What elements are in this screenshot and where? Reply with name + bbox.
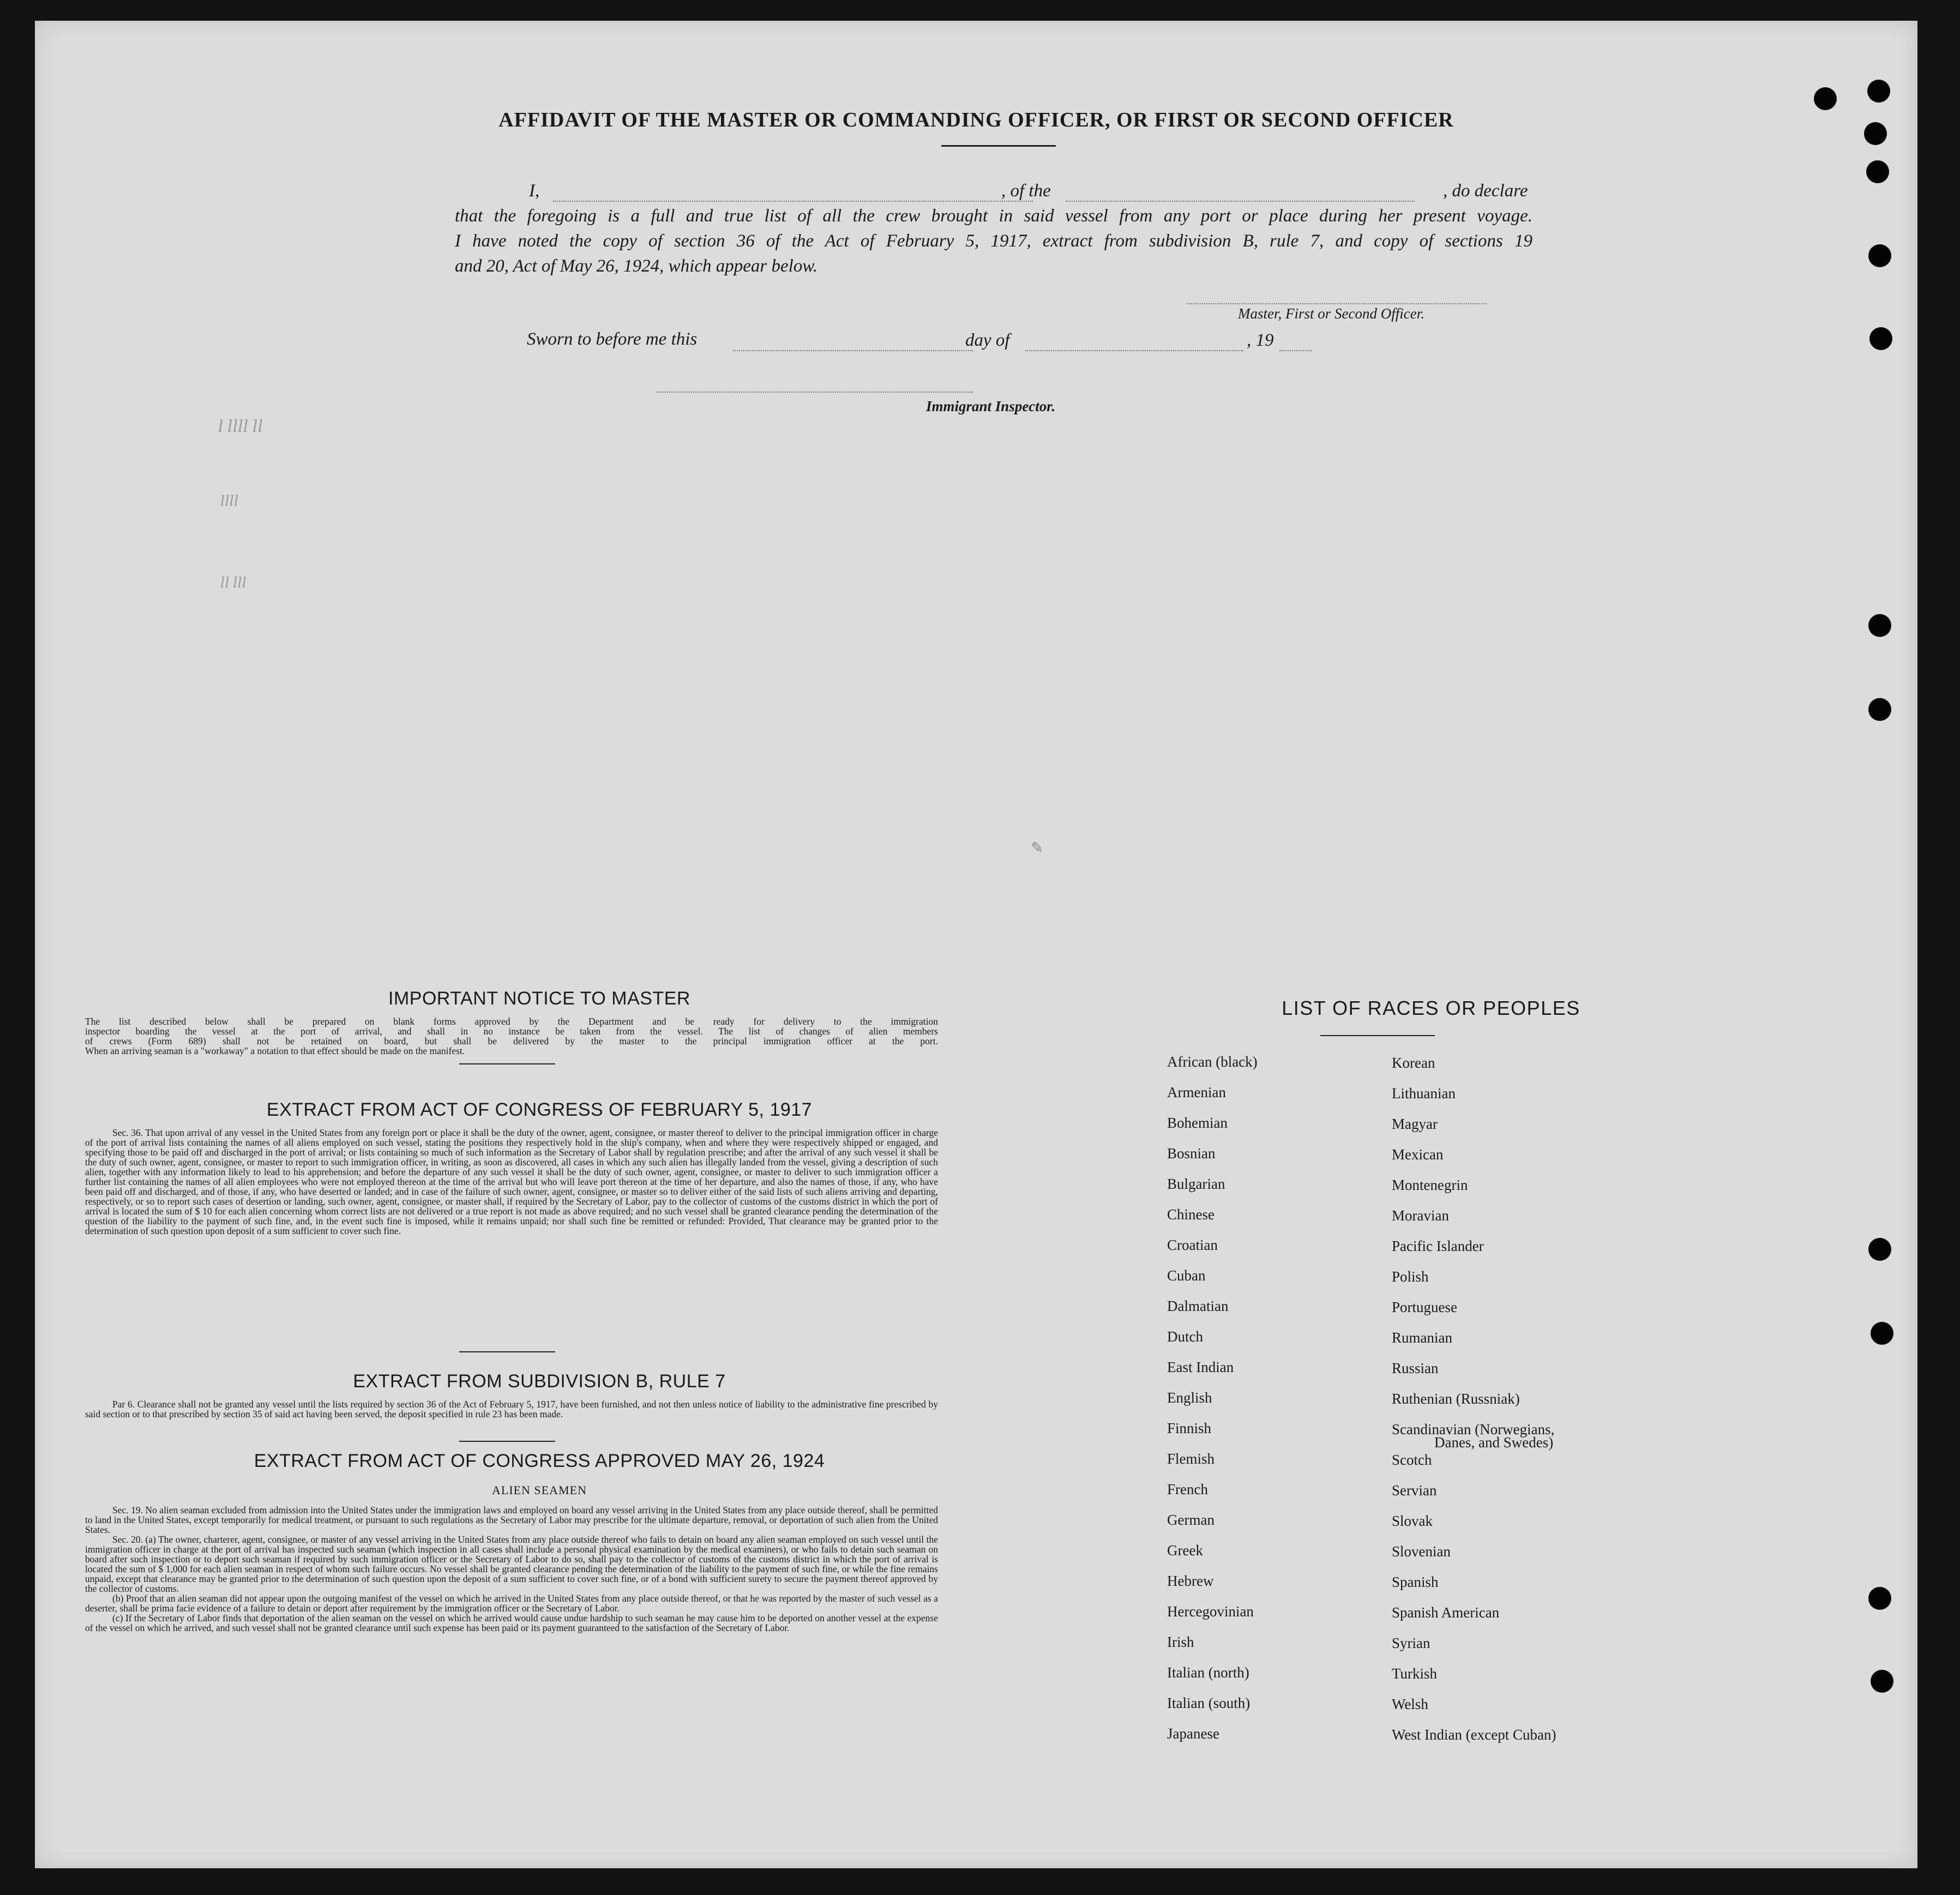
- race-item: Cuban: [1167, 1267, 1206, 1284]
- sec20b-paragraph: (b) Proof that an alien seaman did not appear upon the outgoing manifest of the vessel on which he arrived in the United States from any place outside thereof, or that he was reported by the master of such vessel as a deserter, shall be prima facie evidence of a failure to detain or deport after requirement by the immigration officer or the Secretary of Labor.: [85, 1593, 938, 1614]
- extract-1917-body: [85, 1128, 938, 1236]
- inspector-signature-label: Immigrant Inspector.: [926, 398, 1056, 414]
- notice-line: When an arriving seaman is a "workaway" a notation to that effect should be made on the manifest.: [85, 1045, 465, 1056]
- affiant-label: I,: [529, 181, 540, 201]
- inspector-signature-field[interactable]: [657, 392, 973, 393]
- race-item: French: [1167, 1481, 1208, 1497]
- bleed-through-mark: ꞁ ꞁꞁꞁꞁ ꞁꞁ: [218, 414, 263, 432]
- notice-line: The list described below shall be prepared on blank forms approved by the Department and be ready for delivery to the immigration: [85, 1016, 938, 1027]
- binder-hole: [1871, 1322, 1893, 1345]
- sworn-day-field[interactable]: [733, 350, 973, 351]
- title-rule: [941, 145, 1056, 147]
- sec20a-paragraph: Sec. 20. (a) The owner, charterer, agent, consignee, or master of any vessel arriving in the United States from any place outside thereof who fails to detain on board any alien seaman employed on such vessel until the immigration officer in charge at the port of arrival has inspected such seaman (which inspection in all cases shall include a personal physical examination by the medical examiners), or who fails to detain such seaman on board after such inspection or to deport such seaman if required by such immigration officer or the Secretary of Labor to do so, shall pay to the collector of customs of the customs district in which the port of arrival is located the sum of $ 1,000 for each alien seaman in respect of whom such failure occurs. No vessel shall be granted clearance pending the determination of the liability to the payment of such fine, or while the fine remains unpaid, except that clearance may be granted prior to the determination of such question upon the deposit of a sum sufficient to cover such fine, or of a bond with sufficient surety to secure the payment thereof approved by the collector of customs.: [85, 1534, 938, 1594]
- extract-1924-subtitle: ALIEN SEAMEN: [492, 1483, 587, 1497]
- race-item: Bosnian: [1167, 1145, 1216, 1162]
- extract-1917-paragraph: Sec. 36. That upon arrival of any vessel in the United States from any foreign port or place it shall be the duty of the owner, agent, consignee, or master thereof to deliver to the principal immigration officer in charge of the port of arrival lists containing the names of all aliens employed on such vessel, stating the positions they respectively hold in the ship's company, when and where they were respectively shipped or engaged, and specifying those to be paid off and discharged in the port of arrival; or lists containing so much of such information as the Secretary of Labor shall by regulation prescribe; and after the arrival of any such vessel it shall be the duty of such owner, agent, consignee, or master to report to such immigration officer, in writing, as soon as discovered, all cases in which any such alien has illegally landed from the vessel, giving a description of such alien, together with any information likely to lead to his apprehension; and before the departure of any such vessel it shall be the duty of such owner, agent, consignee, or master to deliver to such immigration officer a further list containing the names of all alien employees who were not employed thereon at the time of the arrival but who will leave port thereon at the time of her departure, and also the names of those, if any, who have been paid off and discharged, and of those, if any, who have deserted or landed; and in case of the failure of such owner, agent, consignee, or master so to deliver either of the said lists of such aliens arriving and departing, respectively, or so to report such cases of desertion or landing, such owner, agent, consignee, or master shall, if required by the Secretary of Labor, pay to the collector of customs of the customs district in which the port of arrival is located the sum of $ 10 for each alien concerning whom correct lists are not delivered or a true report is not made as above required; and no such vessel shall be granted clearance pending the determination of the question of the liability to the payment of such fine, and, in the event such fine is imposed, while it remains unpaid; nor shall such fine be remitted or refunded: Provided, That clearance may be granted prior to the determination of such question upon deposit of a sum sufficient to cover such fine.: [85, 1127, 938, 1236]
- section-rule: [459, 1441, 555, 1442]
- section-rule: [459, 1351, 555, 1352]
- binder-hole: [1866, 160, 1889, 183]
- race-item: Slovak: [1392, 1513, 1433, 1529]
- race-item: Dutch: [1167, 1328, 1203, 1345]
- binder-hole: [1871, 1670, 1893, 1693]
- race-item: Hercegovinian: [1167, 1603, 1254, 1620]
- race-item: Syrian: [1392, 1635, 1430, 1651]
- race-item: Finnish: [1167, 1420, 1212, 1436]
- sworn-year-field[interactable]: [1279, 350, 1312, 351]
- race-item: Scotch: [1392, 1452, 1432, 1468]
- race-item: Rumanian: [1392, 1329, 1452, 1346]
- binder-hole: [1867, 80, 1890, 103]
- race-item: Dalmatian: [1167, 1298, 1229, 1314]
- binder-hole: [1868, 698, 1891, 721]
- extract-1924-title: EXTRACT FROM ACT OF CONGRESS APPROVED MAY 26, 1924: [254, 1451, 825, 1471]
- races-title-rule: [1320, 1035, 1435, 1036]
- race-item: East Indian: [1167, 1359, 1234, 1375]
- race-item: Montenegrin: [1392, 1177, 1468, 1193]
- document-page: [35, 21, 1917, 1868]
- sworn-month-field[interactable]: [1025, 350, 1243, 351]
- race-item: Croatian: [1167, 1237, 1218, 1253]
- race-item: Chinese: [1167, 1206, 1215, 1223]
- section-rule: [459, 1063, 555, 1064]
- vessel-name-field[interactable]: [1066, 201, 1415, 202]
- rule7-title: EXTRACT FROM SUBDIVISION B, RULE 7: [353, 1371, 726, 1392]
- race-item: African (black): [1167, 1054, 1258, 1070]
- sworn-label: Sworn to before me this: [527, 329, 698, 349]
- race-item: Magyar: [1392, 1116, 1438, 1132]
- bleed-through-mark: ꞁꞁꞁꞁ: [220, 490, 239, 506]
- race-item: Korean: [1392, 1055, 1435, 1071]
- affidavit-title: AFFIDAVIT OF THE MASTER OR COMMANDING OFFICER, OR FIRST OR SECOND OFFICER: [498, 109, 1454, 131]
- race-item: Spanish American: [1392, 1604, 1500, 1621]
- races-right-column: [1392, 1055, 1556, 1757]
- binder-hole: [1868, 614, 1891, 637]
- declaration-line-3: I have noted the copy of section 36 of the Act of February 5, 1917, extract from subdivision B, rule 7, and copy of sections 19: [455, 231, 1532, 251]
- race-item: English: [1167, 1389, 1212, 1406]
- race-item: German: [1167, 1512, 1215, 1528]
- of-the-label: , of the: [1001, 181, 1051, 201]
- race-item: Italian (north): [1167, 1664, 1249, 1681]
- declaration-line-4: and 20, Act of May 26, 1924, which appear below.: [455, 256, 818, 276]
- race-item: Armenian: [1167, 1084, 1226, 1100]
- races-title: LIST OF RACES OR PEOPLES: [1282, 997, 1580, 1019]
- race-item: West Indian (except Cuban): [1392, 1726, 1556, 1743]
- race-item-continuation: Danes, and Swedes): [1434, 1434, 1554, 1451]
- sec20c-paragraph: (c) If the Secretary of Labor finds that deportation of the alien seaman on the vessel on which he arrived would cause undue hardship to such seaman he may cause him to be deported on another vessel at the expense of the vessel on which he arrived, and such vessel shall not be granted clearance until such expense has been paid or its payment guaranteed to the satisfaction of the Secretary of Labor.: [85, 1613, 938, 1633]
- officer-signature-field[interactable]: [1187, 303, 1487, 304]
- binder-hole: [1868, 244, 1891, 267]
- race-item: Polish: [1392, 1268, 1429, 1285]
- binder-hole: [1868, 1238, 1891, 1261]
- race-item: Japanese: [1167, 1725, 1219, 1742]
- race-item: Portuguese: [1392, 1299, 1457, 1315]
- race-item: Slovenian: [1392, 1543, 1451, 1560]
- notice-body: [85, 1016, 938, 1056]
- rule7-paragraph: Par 6. Clearance shall not be granted any vessel until the lists required by section 36 of the Act of February 5, 1917, have been furnished, and not then unless notice of liability to the administrative fine prescribed by said section or to that prescribed by section 35 of said act having been served, the deposit specified in rule 23 has been made.: [85, 1399, 938, 1419]
- affiant-name-field[interactable]: [553, 201, 1033, 202]
- race-item: Italian (south): [1167, 1695, 1250, 1711]
- race-item: Lithuanian: [1392, 1085, 1456, 1102]
- extract-1917-title: EXTRACT FROM ACT OF CONGRESS OF FEBRUARY 5, 1917: [266, 1099, 813, 1120]
- year-label: , 19: [1247, 330, 1274, 350]
- race-item: Hebrew: [1167, 1573, 1214, 1589]
- race-item: Mexican: [1392, 1146, 1444, 1163]
- rule7-body: [85, 1399, 938, 1419]
- race-item: Russian: [1392, 1360, 1439, 1376]
- race-item: Welsh: [1392, 1696, 1428, 1712]
- race-item: Ruthenian (Russniak): [1392, 1391, 1520, 1407]
- races-left-column: [1167, 1054, 1258, 1756]
- notice-title: IMPORTANT NOTICE TO MASTER: [388, 988, 690, 1009]
- race-item: Turkish: [1392, 1665, 1438, 1682]
- binder-hole: [1814, 87, 1837, 110]
- race-item: Pacific Islander: [1392, 1238, 1484, 1254]
- notice-line: of crews (Form 689) shall not be retained on board, but shall be delivered by the master to the principal immigration officer at the port.: [85, 1036, 938, 1046]
- race-item: Spanish: [1392, 1574, 1439, 1590]
- extract-1924-body: [85, 1505, 938, 1633]
- officer-signature-label: Master, First or Second Officer.: [1238, 305, 1424, 322]
- race-item: Moravian: [1392, 1207, 1449, 1224]
- do-declare-label: , do declare: [1443, 181, 1528, 201]
- race-item: Servian: [1392, 1482, 1437, 1499]
- binder-hole: [1864, 122, 1887, 145]
- race-item: Irish: [1167, 1634, 1194, 1650]
- binder-hole: [1869, 327, 1892, 350]
- race-item: Bohemian: [1167, 1115, 1228, 1131]
- declaration-line-2: that the foregoing is a full and true list of all the crew brought in said vessel from any port or place during her present voyage.: [455, 206, 1532, 226]
- pencil-scribble: ✎: [1031, 840, 1044, 857]
- binder-hole: [1868, 1587, 1891, 1610]
- notice-line: inspector boarding the vessel at the port of arrival, and shall in no instance be taken from the vessel. The list of changes of alien members: [85, 1026, 938, 1037]
- sec19-paragraph: Sec. 19. No alien seaman excluded from admission into the United States under the immigration laws and employed on board any vessel arriving in the United States from any place outside thereof, shall be permitted to land in the United States, except temporarily for medical treatment, or pursuant to such regulations as the Secretary of Labor may prescribe for the ultimate departure, removal, or deportation of such alien from the United States.: [85, 1505, 938, 1535]
- day-of-label: day of: [965, 330, 1010, 350]
- race-item: Bulgarian: [1167, 1176, 1225, 1192]
- bleed-through-mark: ꞁꞁ ꞁꞁꞁ: [220, 571, 247, 587]
- race-item: Greek: [1167, 1542, 1203, 1559]
- race-item: Flemish: [1167, 1451, 1215, 1467]
- race-item: Scandinavian (Norwegians,: [1392, 1421, 1555, 1437]
